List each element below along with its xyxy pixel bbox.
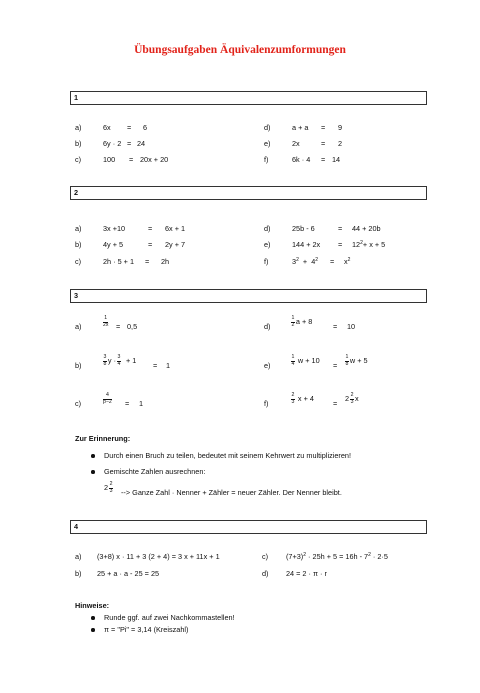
equals-sign: = — [116, 322, 121, 331]
fraction: $\frac{3}{4}$ — [117, 354, 121, 367]
section-2-number: 2 — [74, 188, 79, 197]
equation: 24 = 2 · π · r — [286, 569, 327, 578]
rhs-exponent: 2 — [360, 240, 363, 246]
equation-lhs: 3x +10 — [103, 224, 126, 233]
lhs-base-2: 4 — [311, 257, 316, 266]
equation-rhs: 6 — [143, 123, 148, 132]
mixed-number-explanation: --> Ganze Zahl · Nenner + Zähler = neuer Zähler. Der Nenner bleibt. — [121, 488, 342, 497]
equation-lhs: 4y + 5 — [103, 240, 124, 249]
mixed-whole: 2 — [104, 483, 109, 493]
exercise-label: b) — [75, 139, 82, 148]
equals-sign: = — [333, 361, 338, 370]
lhs-middle: y · — [107, 356, 116, 366]
exercise-label: b) — [75, 569, 82, 578]
bullet-icon — [91, 470, 95, 474]
equation-lhs: 25b - 6 — [292, 224, 315, 233]
equals-sign: = — [330, 257, 335, 266]
section-2-header — [70, 186, 427, 200]
rhs-base: 12 — [352, 240, 361, 249]
fraction: $\frac{1}{4}$ — [291, 354, 295, 367]
equation-lhs: 100 — [103, 155, 116, 164]
equals-sign: = — [321, 139, 326, 148]
equation-rhs: 44 + 20b — [352, 224, 381, 233]
rhs-rest: + x + 5 — [362, 240, 386, 249]
equals-sign: = — [145, 257, 150, 266]
equals-sign: = — [127, 123, 132, 132]
equation-rhs: 14 — [332, 155, 341, 164]
exercise-label: a) — [75, 552, 82, 561]
bullet-icon — [91, 628, 95, 632]
exercise-label: e) — [264, 361, 271, 370]
equation: 25 + a · a - 25 = 25 — [97, 569, 160, 578]
equation-rhs: 2y + 7 — [165, 240, 186, 249]
equation-lhs — [290, 355, 320, 367]
lhs-rest: w + 10 — [297, 356, 320, 366]
lhs-exponent-1: 2 — [296, 257, 299, 263]
rhs-base: x — [344, 257, 348, 266]
rhs-rest: x — [354, 394, 359, 404]
exercise-label: d) — [262, 569, 269, 578]
reminder-bullet-1: Durch einen Bruch zu teilen, bedeutet mit seinem Kehrwert zu multiplizieren! — [104, 451, 351, 460]
exercise-label: f) — [264, 155, 269, 164]
page-title: Übungsaufgaben Äquivalenzumformungen — [134, 44, 346, 56]
equation-rhs: 6x + 1 — [165, 224, 186, 233]
equals-sign: = — [153, 361, 158, 370]
exercise-label: a) — [75, 123, 82, 132]
equation-rhs: 2 — [338, 139, 343, 148]
equation-rhs — [345, 393, 359, 405]
equals-sign: = — [125, 399, 130, 408]
exercise-label: e) — [264, 139, 271, 148]
rhs-exponent: 2 — [347, 257, 351, 263]
equation-rhs: 20x + 20 — [140, 155, 169, 164]
equation-lhs: 144 + 2x — [292, 240, 321, 249]
equation-lhs — [102, 316, 109, 328]
lhs-rest: x + 4 — [297, 394, 314, 404]
equals-sign: = — [148, 240, 153, 249]
fraction: $\frac{1}{2x}$ — [103, 315, 109, 328]
reminder-heading: Zur Erinnerung: — [75, 434, 131, 443]
equals-sign: = — [127, 139, 132, 148]
equals-sign: = — [129, 155, 134, 164]
section-1-number: 1 — [74, 93, 79, 102]
mixed-number-example — [104, 482, 114, 494]
equals-sign: = — [333, 322, 338, 331]
equation-lhs — [102, 355, 136, 367]
bullet-icon — [91, 616, 95, 620]
exercise-label: f) — [264, 257, 269, 266]
rhs-rest: w + 5 — [349, 356, 368, 366]
exercise-label: d) — [264, 322, 271, 331]
equation-lhs: a + a — [292, 123, 309, 132]
lhs-plus: + — [302, 257, 308, 266]
exponent: 2 — [368, 552, 371, 558]
equation-rhs: 9 — [338, 123, 343, 132]
lhs-base-1: 3 — [292, 257, 297, 266]
equation-lhs: 2x — [292, 139, 300, 148]
exponent: 2 — [303, 552, 307, 558]
fraction: $\frac{2}{3}$ — [350, 392, 354, 405]
equation-rhs: 1 — [139, 399, 144, 408]
equation-lhs — [290, 393, 314, 405]
equals-sign: = — [321, 155, 326, 164]
equation: $(7+3)^2 \cdot 25h + 5 = 16h - 7^2 \cdot 2\cdot 5$ — [286, 552, 388, 561]
exercise-label: c) — [75, 399, 82, 408]
equation-lhs — [292, 257, 318, 266]
equation: (3+8) x · 11 + 3 (2 + 4) = 3 x + 11x + 1 — [97, 552, 220, 561]
lhs-tail: + 1 — [125, 356, 137, 366]
lhs-rest: a + 8 — [295, 317, 313, 327]
mixed-whole: 2 — [345, 394, 350, 404]
fraction: $\frac{4}{p-2}$ — [103, 392, 112, 405]
exercise-label: a) — [75, 322, 82, 331]
equation-rhs — [344, 257, 350, 266]
exercise-label: c) — [262, 552, 269, 561]
bullet-icon — [91, 454, 95, 458]
equation-lhs — [102, 393, 113, 405]
fraction: $\frac{2}{3}$ — [291, 392, 295, 405]
equation-lhs: 2h · 5 + 1 — [103, 257, 135, 266]
equals-sign: = — [148, 224, 153, 233]
exercise-label: c) — [75, 155, 82, 164]
equation-rhs: 24 — [137, 139, 146, 148]
equals-sign: = — [338, 240, 343, 249]
exercise-label: b) — [75, 240, 82, 249]
equals-sign: = — [338, 224, 343, 233]
exercise-label: e) — [264, 240, 271, 249]
equation-rhs: 10 — [347, 322, 356, 331]
exercise-label: d) — [264, 224, 271, 233]
equation-lhs: 6k · 4 — [292, 155, 311, 164]
fraction: $\frac{2}{3}$ — [109, 481, 113, 494]
lhs-exponent-2: 2 — [315, 257, 319, 263]
equation-lhs: 6x — [103, 123, 111, 132]
equation-rhs — [352, 240, 385, 249]
section-4-header — [70, 520, 427, 534]
equation-rhs: 0,5 — [127, 322, 138, 331]
equation-lhs: 6y · 2 — [103, 139, 122, 148]
hint-bullet-1: Runde ggf. auf zwei Nachkommastellen! — [104, 613, 235, 622]
hints-heading: Hinweise: — [75, 601, 110, 610]
section-3-number: 3 — [74, 291, 79, 300]
equation-rhs: 2h — [161, 257, 170, 266]
fraction: $\frac{3}{8}$ — [103, 354, 107, 367]
exercise-label: c) — [75, 257, 82, 266]
equation-lhs — [290, 316, 312, 328]
equals-sign: = — [333, 399, 338, 408]
equation-rhs — [344, 355, 368, 367]
fraction: $\frac{1}{2}$ — [291, 315, 295, 328]
exercise-label: d) — [264, 123, 271, 132]
exercise-label: a) — [75, 224, 82, 233]
equation-rhs: 1 — [166, 361, 171, 370]
exercise-label: b) — [75, 361, 82, 370]
equals-sign: = — [321, 123, 326, 132]
fraction: $\frac{1}{8}$ — [345, 354, 349, 367]
exercise-label: f) — [264, 399, 269, 408]
reminder-bullet-2: Gemischte Zahlen ausrechnen: — [104, 467, 206, 476]
section-1-header — [70, 91, 427, 105]
hint-bullet-2: π = "Pi" = 3,14 (Kreiszahl) — [104, 625, 189, 634]
section-4-number: 4 — [74, 522, 79, 531]
section-3-header — [70, 289, 427, 303]
